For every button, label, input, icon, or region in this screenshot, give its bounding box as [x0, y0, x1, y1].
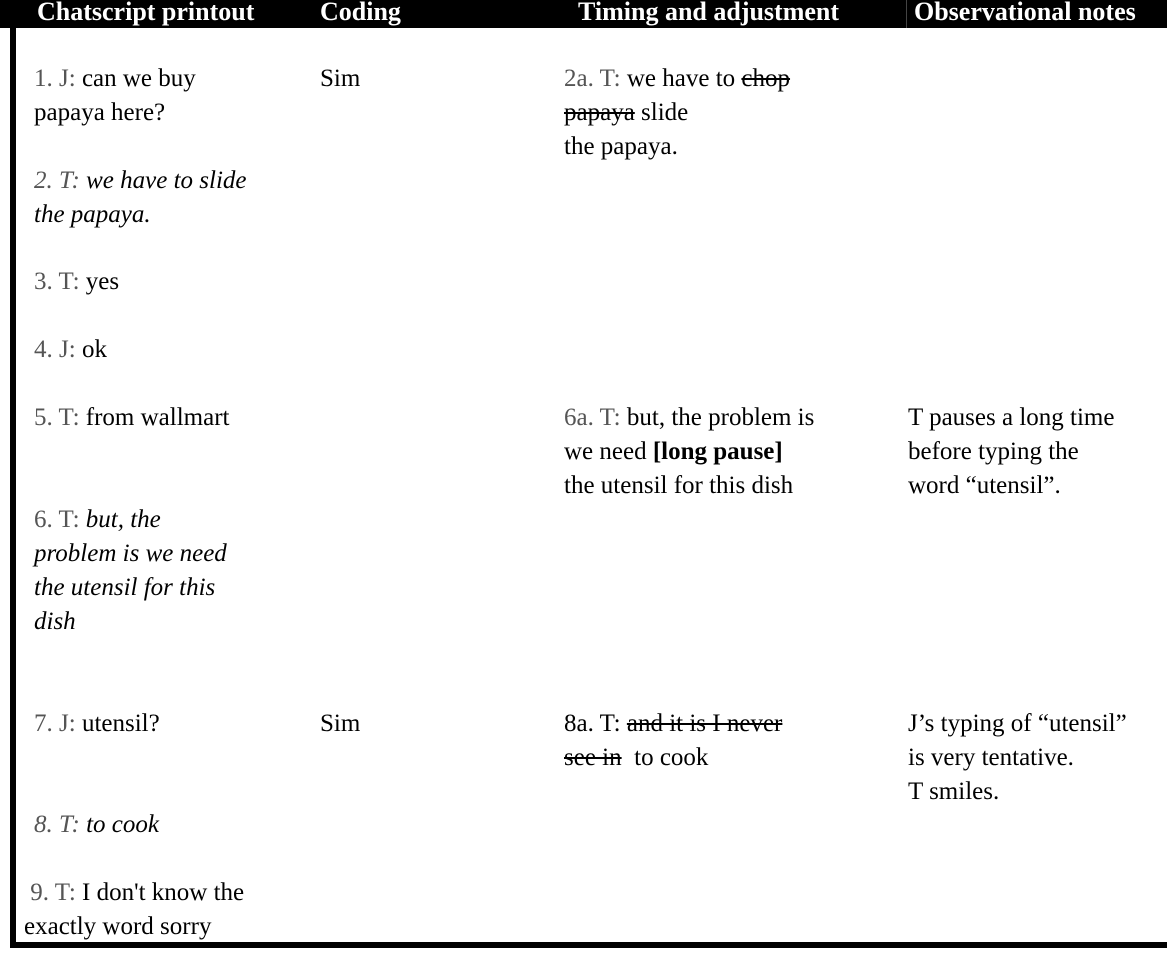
- chat-line-3: 3. T: yes: [34, 268, 120, 295]
- chat-line-9: 9. T: I don't know the exactly word sorry: [24, 879, 245, 940]
- timing-6a: 6a. T: but, the problem is we need [long pause] the utensil for this dish: [564, 404, 815, 499]
- note-6: T pauses a long time before typing the word “utensil”.: [908, 404, 1115, 499]
- header-observational-notes: Observational notes: [914, 0, 1136, 26]
- chat-line-6: 6. T: but, the problem is we need the utensil for this dish: [34, 506, 227, 635]
- chat-line-2: 2. T: we have to slide the papaya.: [34, 167, 247, 228]
- header-divider: [906, 0, 907, 28]
- coding-label-1: Sim: [320, 65, 361, 92]
- chat-line-5: 5. T: from wallmart: [34, 404, 230, 431]
- chat-line-8: 8. T: to cook: [34, 811, 159, 838]
- table-header: [0, 0, 1167, 28]
- table-left-border: [10, 28, 16, 948]
- coding-label-7: Sim: [320, 710, 361, 737]
- chat-line-7: 7. J: utensil?: [34, 710, 160, 737]
- note-8: J’s typing of “utensil” is very tentative. T smiles.: [908, 710, 1127, 805]
- timing-2a: 2a. T: we have to chop papaya slide the papaya.: [564, 65, 791, 160]
- header-coding: Coding: [320, 0, 401, 26]
- header-chatscript-printout: Chatscript printout: [37, 0, 255, 26]
- header-timing-adjustment: Timing and adjustment: [578, 0, 840, 26]
- timing-8a: 8a. T: and it is I never see in to cook: [564, 710, 783, 771]
- chat-line-1: 1. J: can we buy papaya here?: [34, 65, 196, 126]
- chat-line-4: 4. J: ok: [34, 336, 107, 363]
